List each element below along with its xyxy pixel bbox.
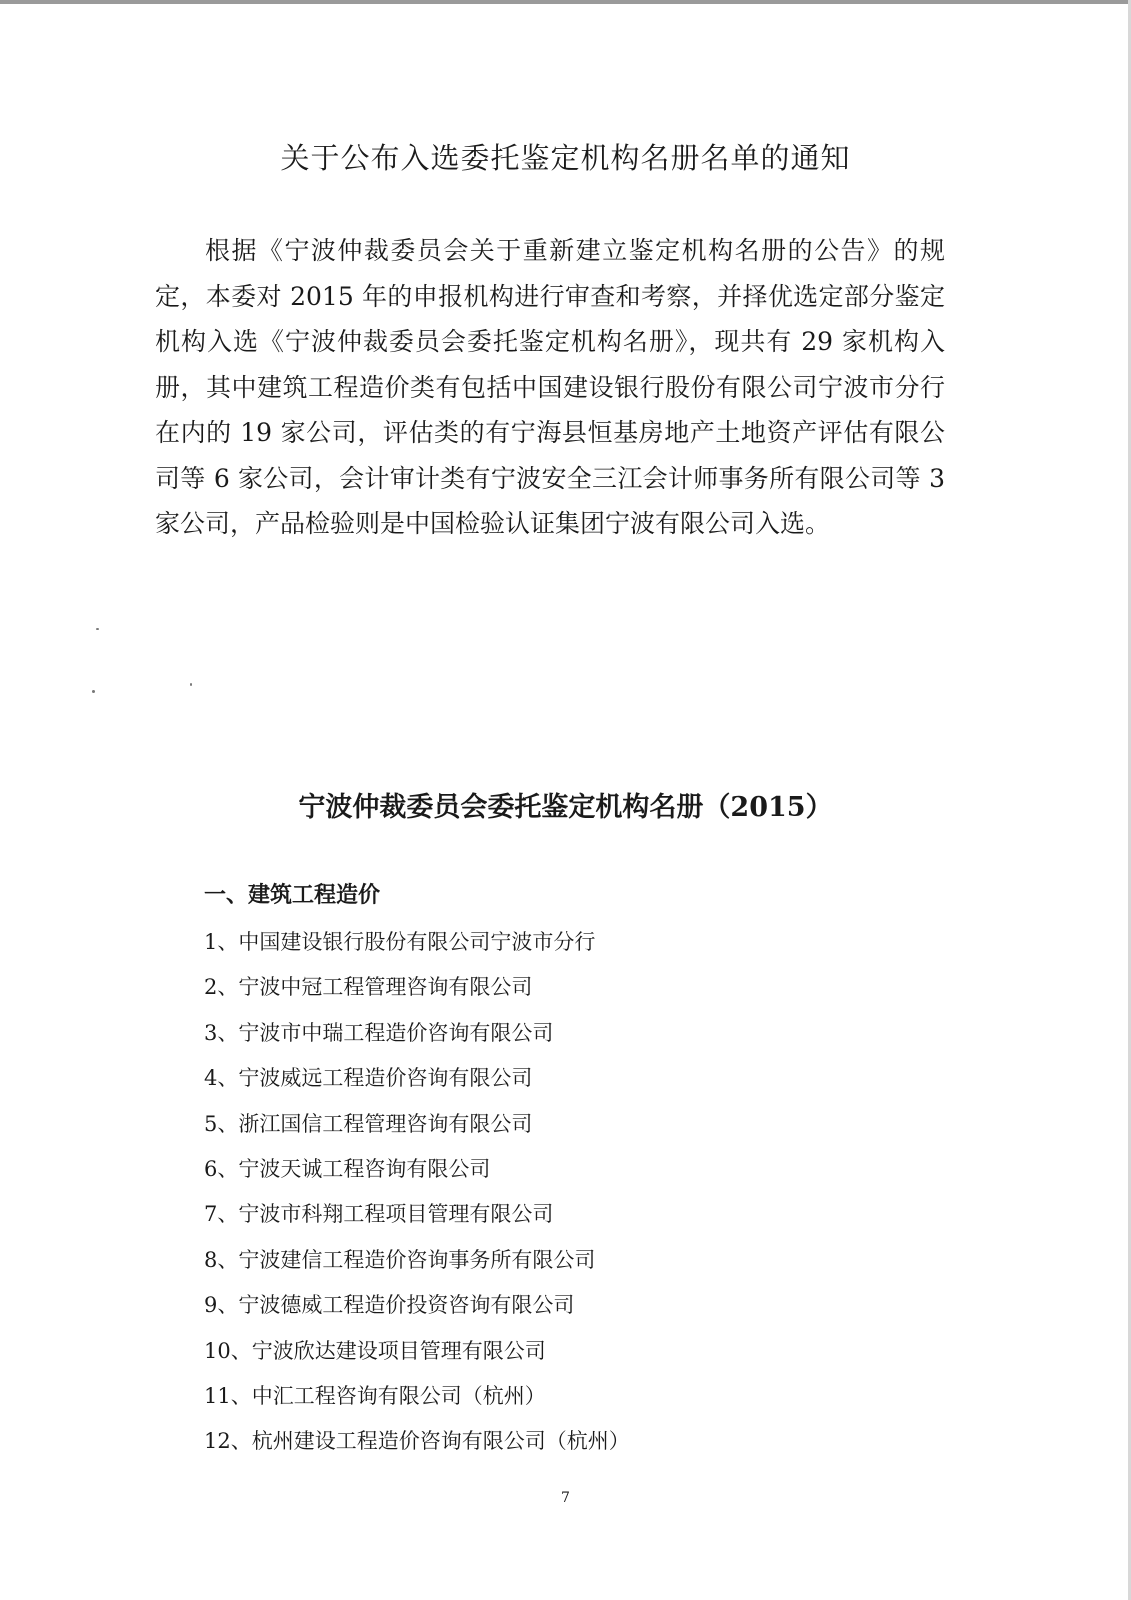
list-item: 6、宁波天诚工程咨询有限公司 [204,1156,491,1181]
notice-body: 根据《宁波仲裁委员会关于重新建立鉴定机构名册的公告》的规定，本委对 2015 年的申报机构进行审查和考察，并择优选定部分鉴定机构入选《宁波仲裁委员会委托鉴定机构名册》，现共有 29 家机构入册，其中建筑工程造价类有包括中国建设银行股份有限公司宁波市分行在内的 19 家公司，评估类的有宁海县恒基房地产土地资产评估有限公司等 6 家公司，会计审计类有宁波安全三江会计师事务所有限公司等 3 家公司，产品检验则是中国检验认证集团宁波有限公司入选。 [155,236,945,538]
page-number: 7 [561,1490,570,1506]
list-item: 10、宁波欣达建设项目管理有限公司 [204,1338,546,1363]
list-item: 7、宁波市科翔工程项目管理有限公司 [204,1202,554,1227]
scan-edge-top [0,0,1131,4]
list-item: 1、中国建设银行股份有限公司宁波市分行 [204,930,596,954]
section-heading-construction-cost: 一、建筑工程造价 [204,882,381,908]
list-item: 8、宁波建信工程造价咨询事务所有限公司 [204,1247,596,1272]
list-item: 9、宁波德威工程造价投资咨询有限公司 [204,1293,575,1318]
roster-title: 宁波仲裁委员会委托鉴定机构名册（2015） [298,792,833,823]
list-item: 5、浙江国信工程管理咨询有限公司 [204,1111,533,1136]
list-item: 4、宁波威远工程造价咨询有限公司 [204,1066,533,1091]
notice-title: 关于公布入选委托鉴定机构名册名单的通知 [280,141,851,175]
scan-speck [92,690,95,693]
institution-list [204,920,630,1465]
list-item: 3、宁波市中瑞工程造价咨询有限公司 [204,1020,554,1045]
list-item: 2、宁波中冠工程管理咨询有限公司 [204,975,533,1000]
scan-speck [96,628,99,630]
list-item: 11、中汇工程咨询有限公司（杭州） [204,1383,546,1408]
scan-speck [190,683,192,686]
list-item: 12、杭州建设工程造价咨询有限公司（杭州） [204,1429,630,1454]
